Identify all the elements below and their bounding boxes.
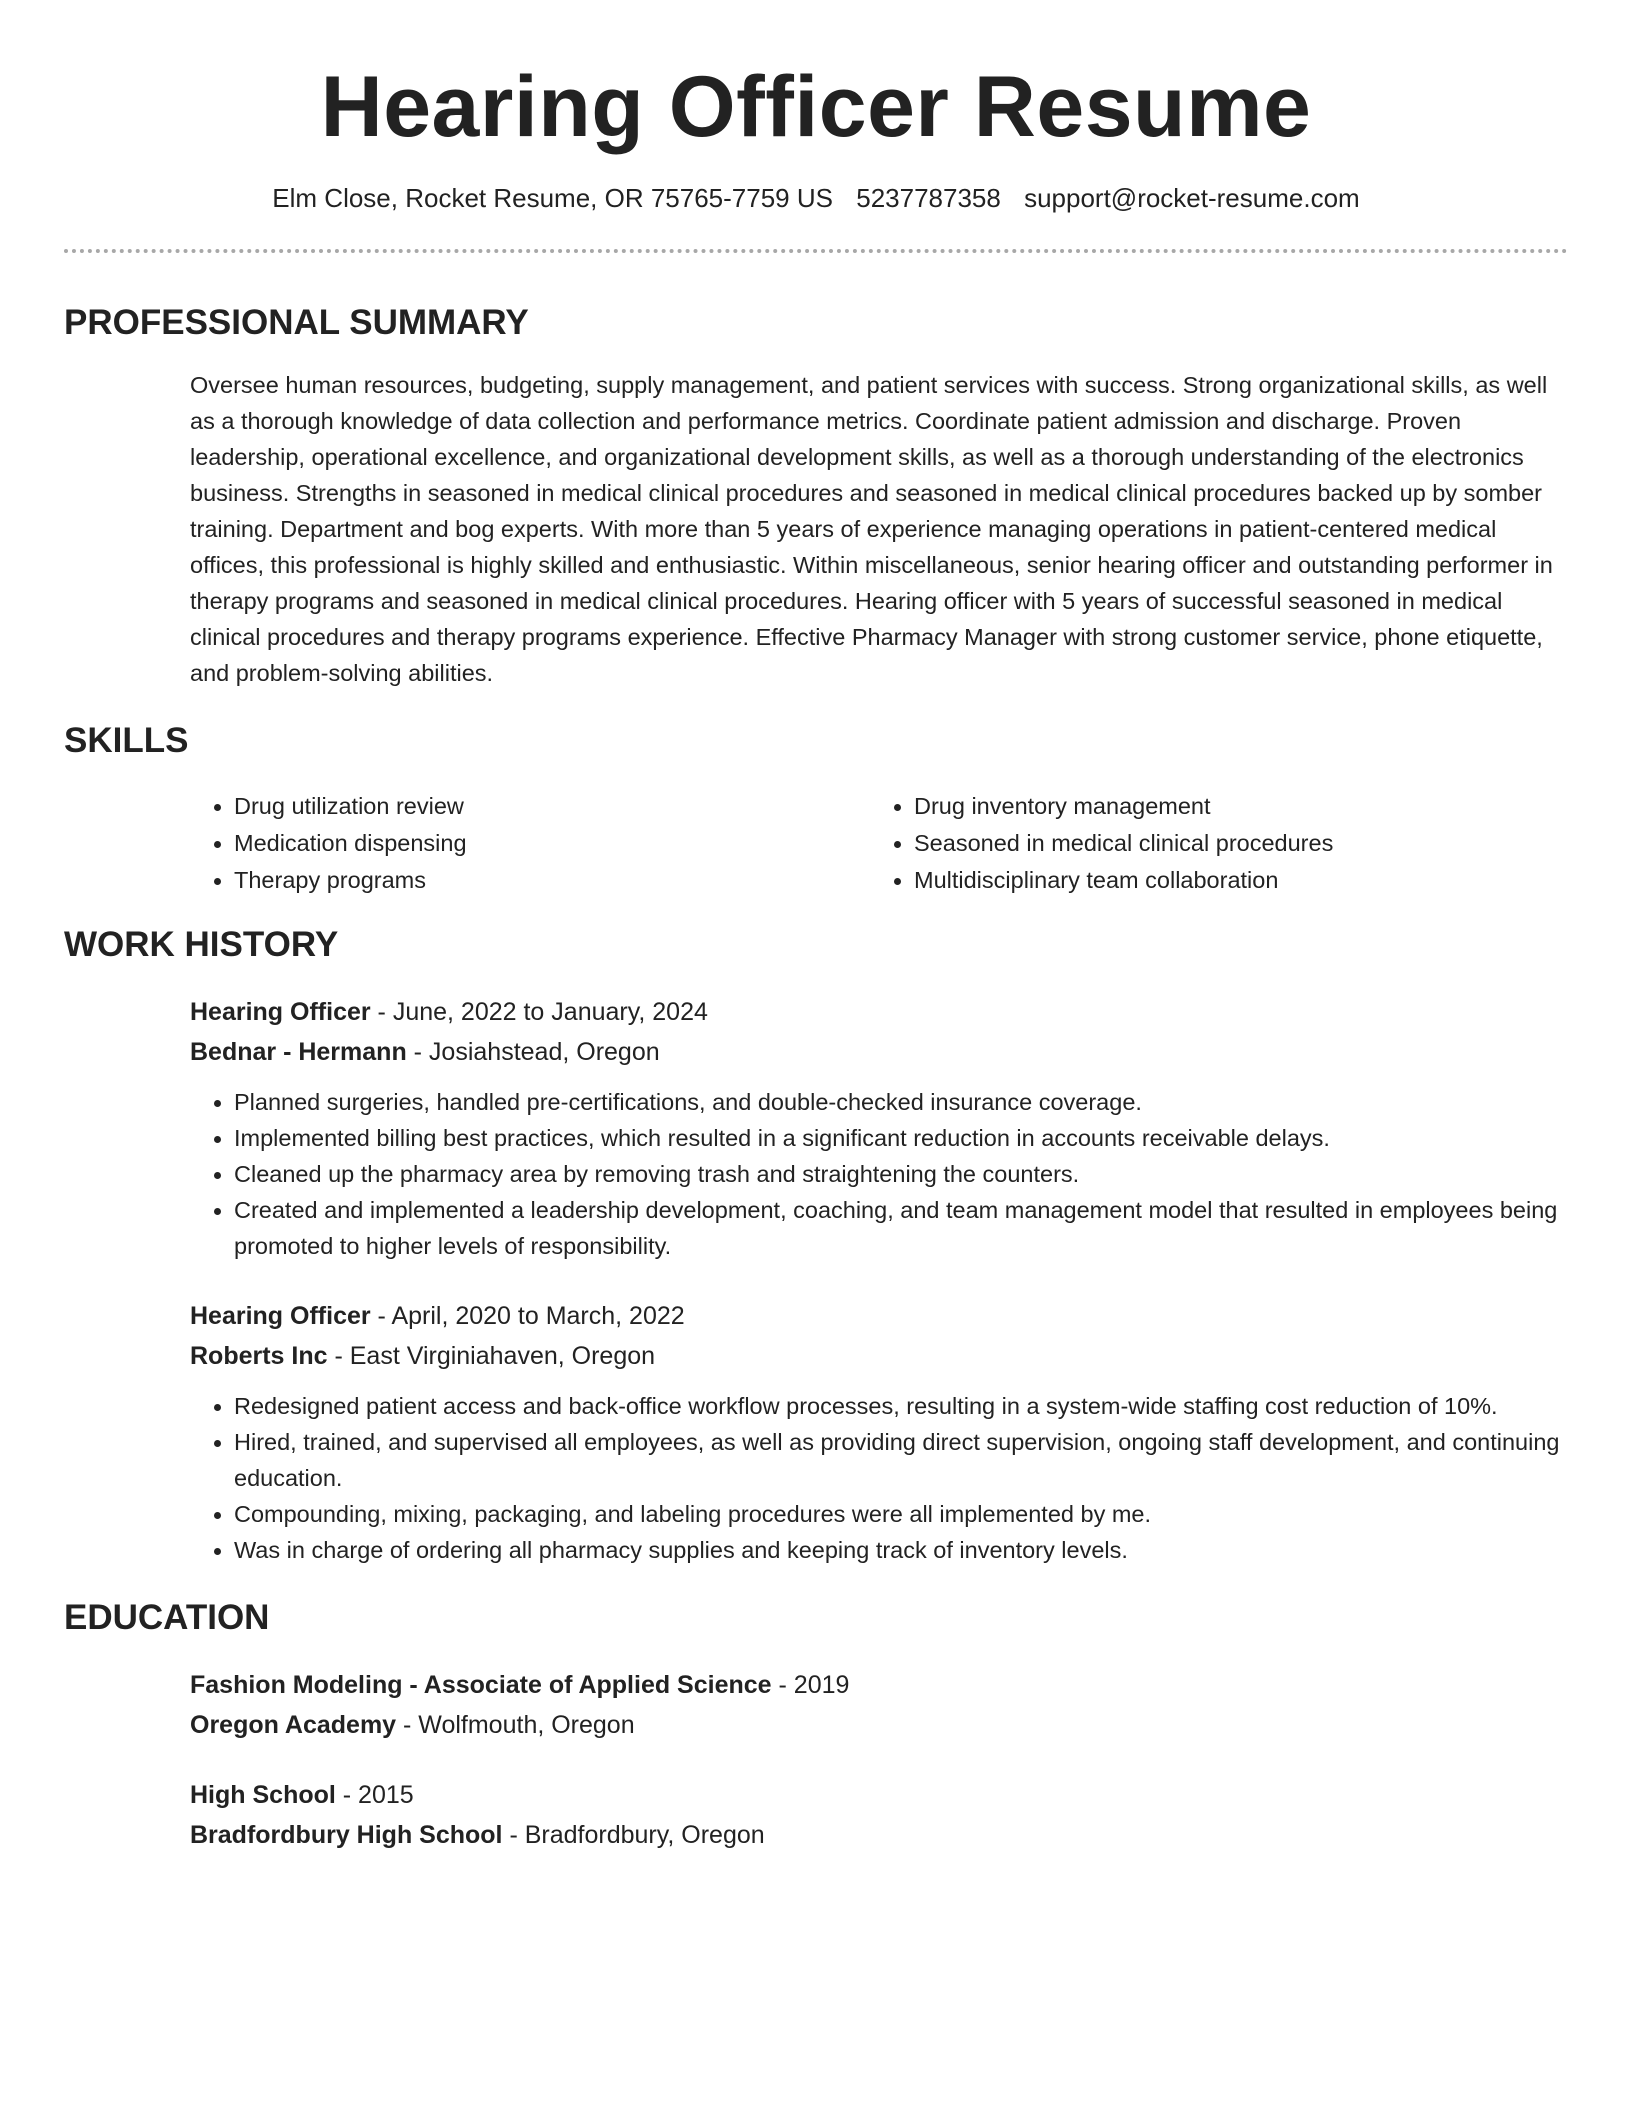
school-location: - Wolfmouth, Oregon [396,1711,635,1739]
education-entry [190,1665,1568,1745]
job-bullet: • Created and implemented a leadership development, coaching, and team management model that resulted in employees being promoted to higher levels of responsibility. [234,1192,1568,1264]
job-bullet: • Redesigned patient access and back-office workflow processes, resulting in a system-wide staffing cost reduction of 10%. [234,1388,1568,1424]
skills-heading: SKILLS [64,721,189,760]
degree-line [190,1665,1568,1705]
education-section [64,1665,1568,1855]
job-bullets [190,1084,1568,1264]
skills-grid [190,788,1568,899]
job-entry [190,1296,1568,1568]
job-title-line [190,992,1568,1032]
job-dates: - April, 2020 to March, 2022 [370,1302,685,1330]
skill-item: • Multidisciplinary team collaboration [914,862,1550,899]
summary-section [64,367,1568,691]
job-entry [190,992,1568,1264]
skills-column-left [190,788,870,899]
page-title: Hearing Officer Resume [320,59,1312,155]
summary-heading: PROFESSIONAL SUMMARY [64,303,529,342]
degree: High School [190,1781,336,1809]
job-company-line [190,1032,1568,1072]
skill-item: • Drug utilization review [234,788,870,825]
job-company: Roberts Inc [190,1342,328,1370]
education-entry [190,1775,1568,1855]
job-title-line [190,1296,1568,1336]
job-location: - East Virginiahaven, Oregon [327,1342,656,1370]
header-divider [64,249,1568,253]
degree-line [190,1775,1568,1815]
summary-text: Oversee human resources, budgeting, supply management, and patient services with success. Strong organizational skills, as well as a thorough knowledge of data collection and performance metrics. Coordinate patient admission and discharge. Proven leadership, operational excellence, and organizational development skills, as well as a thorough understanding of the electronics business. Strengths in seasoned in medical clinical procedures and seasoned in medical clinical procedures backed up by somber training. Department and bog experts. With more than 5 years of experience managing operations in patient-centered medical offices, this professional is highly skilled and enthusiastic. Within miscellaneous, senior hearing officer and outstanding performer in therapy programs and seasoned in medical clinical procedures. Hearing officer with 5 years of successful seasoned in medical clinical procedures and therapy programs experience. Effective Pharmacy Manager with strong customer service, phone etiquette, and problem-solving abilities. [190,372,1553,686]
school-name: Oregon Academy [190,1711,397,1739]
contact-address: Elm Close, Rocket Resume, OR 75765-7759 US [272,183,833,213]
contact-email: support@rocket-resume.com [1024,183,1360,213]
work-history-heading: WORK HISTORY [64,925,339,964]
school-line [190,1705,1568,1745]
graduation-year: - 2015 [335,1781,414,1809]
job-bullet: • Implemented billing best practices, which resulted in a significant reduction in accounts receivable delays. [234,1120,1568,1156]
skill-item: • Medication dispensing [234,825,870,862]
degree: Fashion Modeling - Associate of Applied Science [190,1671,772,1699]
job-dates: - June, 2022 to January, 2024 [370,998,708,1026]
job-bullet: • Hired, trained, and supervised all employees, as well as providing direct supervision, ongoing staff development, and continuing education. [234,1424,1568,1496]
skills-section [64,788,1568,899]
job-bullet: • Cleaned up the pharmacy area by removing trash and straightening the counters. [234,1156,1568,1192]
school-location: - Bradfordbury, Oregon [502,1821,765,1849]
graduation-year: - 2019 [771,1671,850,1699]
skill-item: • Seasoned in medical clinical procedures [914,825,1550,862]
job-company: Bednar - Hermann [190,1038,407,1066]
skill-item: • Therapy programs [234,862,870,899]
skills-column-right [870,788,1550,899]
job-title: Hearing Officer [190,998,371,1026]
contact-line [64,180,1568,216]
job-title: Hearing Officer [190,1302,371,1330]
contact-phone: 5237787358 [856,183,1001,213]
skill-item: • Drug inventory management [914,788,1550,825]
job-bullet: • Planned surgeries, handled pre-certifications, and double-checked insurance coverage. [234,1084,1568,1120]
school-name: Bradfordbury High School [190,1821,503,1849]
work-history-section [64,992,1568,1568]
job-location: - Josiahstead, Oregon [406,1038,660,1066]
job-bullets [190,1388,1568,1568]
job-bullet: • Compounding, mixing, packaging, and labeling procedures were all implemented by me. [234,1496,1568,1532]
job-company-line [190,1336,1568,1376]
school-line [190,1815,1568,1855]
education-heading: EDUCATION [64,1598,270,1637]
job-bullet: • Was in charge of ordering all pharmacy supplies and keeping track of inventory levels. [234,1532,1568,1568]
